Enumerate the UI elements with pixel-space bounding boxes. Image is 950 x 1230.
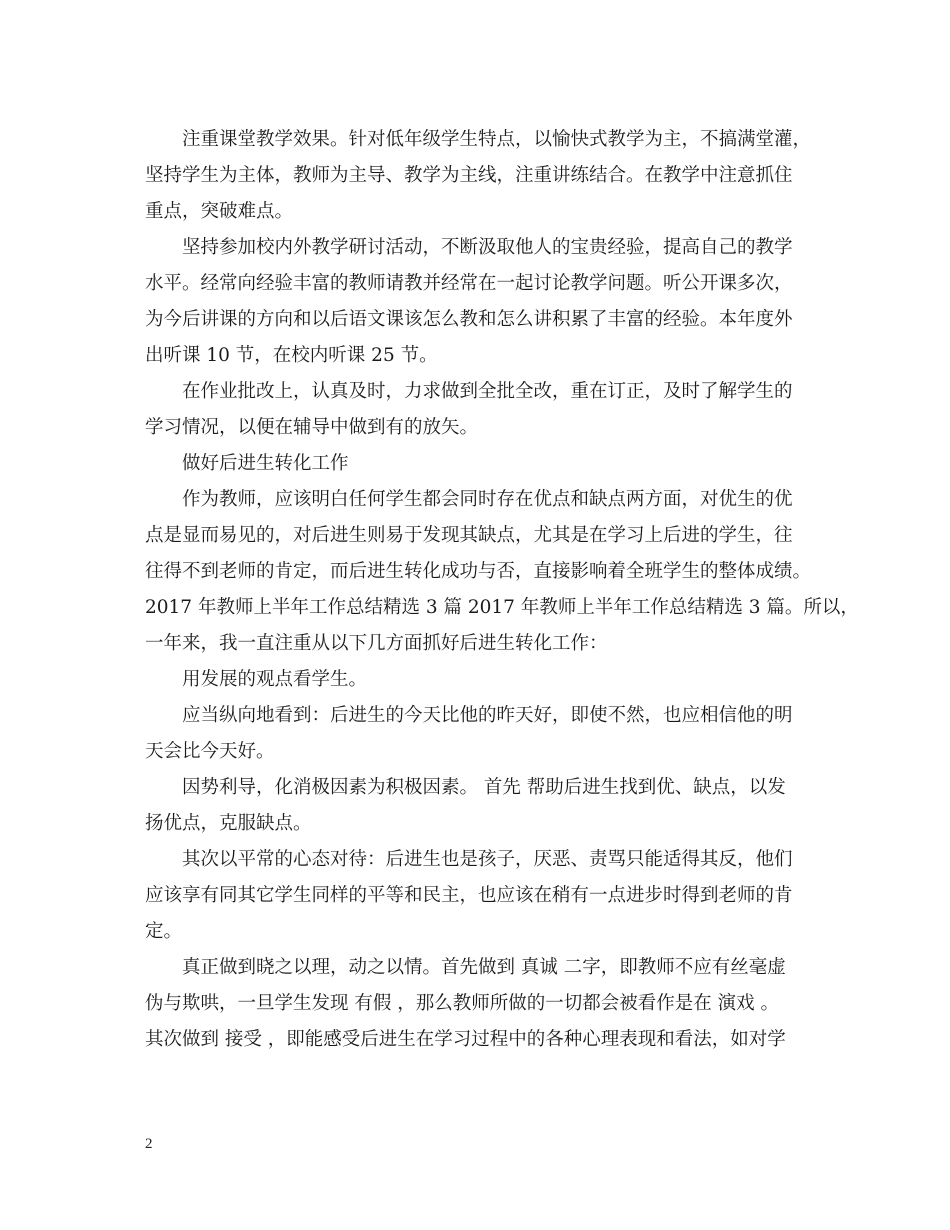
text-line: 天会比今天好。 xyxy=(145,741,275,762)
text-line: 在作业批改上，认真及时，力求做到全批全改，重在订正，及时了解学生的 xyxy=(182,381,793,402)
text-line: 重点，突破难点。 xyxy=(145,201,294,222)
text-line: 做好后进生转化工作 xyxy=(182,453,349,474)
text-line: 其次以平常的心态对待：后进生也是孩子，厌恶、责骂只能适得其反，他们 xyxy=(182,849,793,870)
text-line: 定。 xyxy=(145,921,183,942)
text-line: 用发展的观点看学生。 xyxy=(182,669,368,690)
text-line: 水平。经常向经验丰富的教师请教并经常在一起讨论教学问题。听公开课多次， xyxy=(145,273,793,294)
page-number: 2 xyxy=(145,1136,153,1152)
text-line: 往得不到老师的肯定，而后进生转化成功与否，直接影响着全班学生的整体成绩。 xyxy=(145,561,812,582)
document-body xyxy=(145,122,859,1058)
text-line: 坚持学生为主体，教师为主导、教学为主线，注重讲练结合。在教学中注意抓住 xyxy=(145,165,793,186)
text-line: 学习情况，以便在辅导中做到有的放矢。 xyxy=(145,417,479,438)
text-line: 应该享有同其它学生同样的平等和民主，也应该在稍有一点进步时得到老师的肯 xyxy=(145,885,793,906)
text-line: 坚持参加校内外教学研讨活动，不断汲取他人的宝贵经验，提高自己的教学 xyxy=(182,237,793,258)
text-line: 应当纵向地看到：后进生的今天比他的昨天好，即使不然，也应相信他的明 xyxy=(182,705,793,726)
text-line: 伪与欺哄，一旦学生发现 有假 ，那么教师所做的一切都会被看作是在 演戏 。 xyxy=(145,993,780,1014)
text-line: 注重课堂教学效果。针对低年级学生特点，以愉快式教学为主，不搞满堂灌， xyxy=(182,129,812,150)
text-line: 出听课 10 节，在校内听课 25 节。 xyxy=(145,345,438,366)
text-line: 因势利导，化消极因素为积极因素。 首先 帮助后进生找到优、缺点，以发 xyxy=(182,777,786,798)
text-line: 一年来，我一直注重从以下几方面抓好后进生转化工作： xyxy=(145,633,608,654)
text-line: 作为教师，应该明白任何学生都会同时存在优点和缺点两方面，对优生的优 xyxy=(182,489,793,510)
text-line: 2017 年教师上半年工作总结精选 3 篇 2017 年教师上半年工作总结精选 3 篇。所以， xyxy=(145,597,859,618)
text-line: 其次做到 接受 ，即能感受后进生在学习过程中的各种心理表现和看法，如对学 xyxy=(145,1029,786,1050)
text-line: 为今后讲课的方向和以后语文课该怎么教和怎么讲积累了丰富的经验。本年度外 xyxy=(145,309,793,330)
text-line: 真正做到晓之以理，动之以情。首先做到 真诚 二字，即教师不应有丝毫虚 xyxy=(182,957,786,978)
text-line: 扬优点，克服缺点。 xyxy=(145,813,312,834)
text-line: 点是显而易见的，对后进生则易于发现其缺点，尤其是在学习上后进的学生，往 xyxy=(145,525,793,546)
